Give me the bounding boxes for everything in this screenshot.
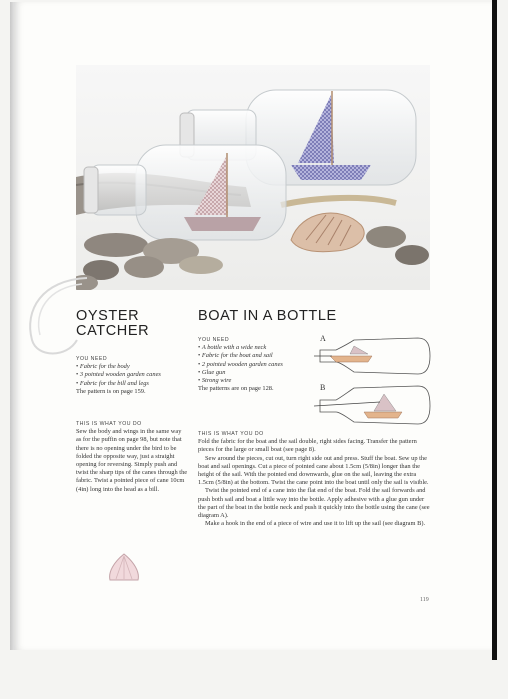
boat-need-heading: YOU NEED <box>198 337 230 343</box>
list-item: • 2 pointed wooden garden canes <box>198 361 313 369</box>
boat-materials <box>198 336 313 393</box>
boat-step-1: Fold the fabric for the boat and the sail double, right sides facing. Transfer the pattern pieces for the large or small boat (see page 8). <box>198 438 417 454</box>
oyster-need-heading: YOU NEED <box>76 356 108 362</box>
boat-in-bottle-photo <box>76 65 430 290</box>
oyster-title-line1: OYSTER <box>76 308 140 324</box>
list-item: • Strong wire <box>198 377 313 385</box>
boat-pattern-note: The patterns are on page 128. <box>198 385 274 393</box>
oyster-instructions-text: Sew the body and wings in the same way as for the puffin on page 98, but note that there is no opening under the bird to be folded the opposite way, just a straight opening for reversing. Simply push and twist the sharp tips of the canes through the fabric. Twist a pointed piece of cane 10cm (4in) long into the head as a bill. <box>76 428 188 493</box>
list-item: • 3 pointed wooden garden canes <box>76 371 191 379</box>
boat-instructions <box>198 430 430 528</box>
boat-in-bottle-title: BOAT IN A BOTTLE <box>198 308 337 324</box>
boat-need-list <box>198 344 313 385</box>
boat-step-4: Make a hook in the end of a piece of wire and use it to lift up the sail (see diagram B). <box>205 520 426 528</box>
oyster-need-list <box>76 363 191 388</box>
page-binding-edge <box>492 0 497 660</box>
list-item: • Glue gun <box>198 369 313 377</box>
page-number: 119 <box>420 597 429 603</box>
list-item: • A bottle with a wide neck <box>198 344 313 352</box>
diagram-b-label: B <box>320 383 326 392</box>
boat-what-heading: THIS IS WHAT YOU DO <box>198 431 264 437</box>
oyster-title-line2: CATCHER <box>76 323 150 339</box>
oyster-instructions <box>76 420 188 494</box>
oyster-what-heading: THIS IS WHAT YOU DO <box>76 421 142 427</box>
diagram-a-label: A <box>320 334 326 343</box>
list-item: • Fabric for the bill and legs <box>76 380 191 388</box>
oyster-materials <box>76 355 191 396</box>
boat-step-2: Sew around the pieces, cut out, turn right side out and press. Stuff the boat. Sew up the boat and sail openings. Cut a piece of pointed cane about 1.5cm (5/8in) longer than the height of the sail. With the pointed end downwards, glue on the sail, leaving the extra 1.5cm (5/8in) at the bottom. Twist the cane point into the boat until only the sail is visible. <box>198 454 429 487</box>
seashell-icon <box>104 552 144 584</box>
oyster-catcher-title <box>76 309 176 339</box>
list-item: • Fabric for the body <box>76 363 191 371</box>
list-item: • Fabric for the boat and sail <box>198 352 313 360</box>
oyster-pattern-note: The pattern is on page 159. <box>76 387 146 395</box>
boat-step-3: Twist the pointed end of a cane into the flat end of the boat. Fold the sail forwards and push both sail and boat a little way into the bottle. Apply adhesive with a glue gun under the part of the boat in the bottle neck and push it quickly into the bottle using the cane (see diagram A). <box>198 487 430 520</box>
bottle-diagram <box>314 332 434 432</box>
